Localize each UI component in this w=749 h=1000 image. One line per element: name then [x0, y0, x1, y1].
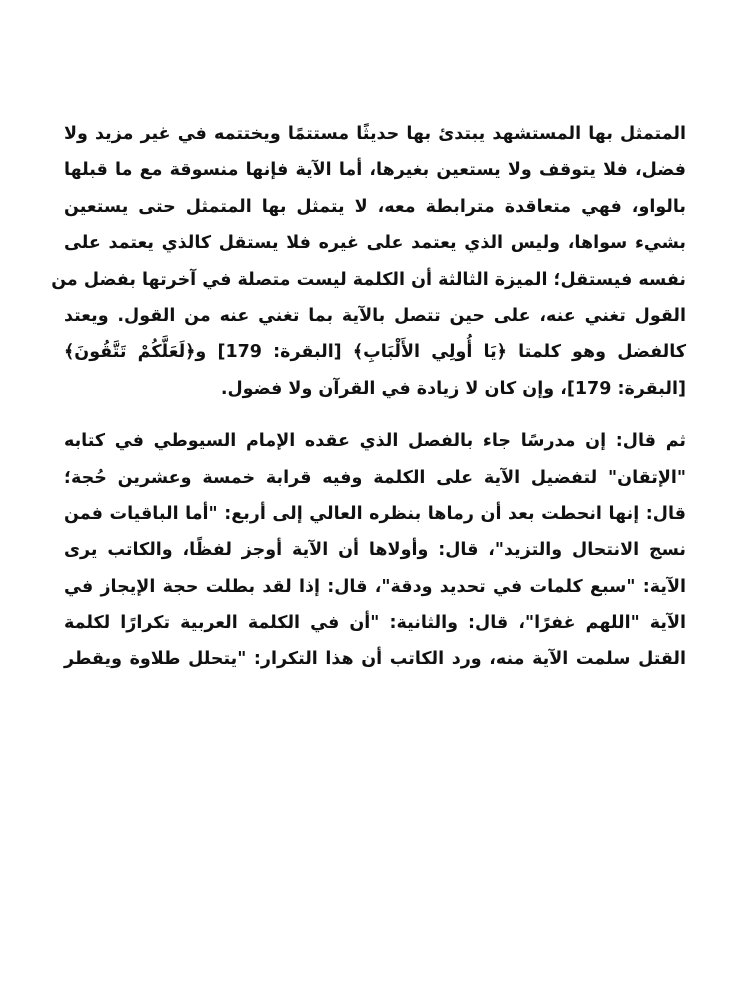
text-line: القول تغني عنه، على حين تتصل بالآية بما تغني عنه من القول. ويعتد — [64, 305, 686, 326]
text-line: نفسه فيستقل؛ الميزة الثالثة أن الكلمة ليست متصلة في آخرتها بفضل من — [51, 269, 686, 290]
text-line: بشيء سواها، وليس الذي يعتمد على غيره فلا يستقل كالذي يعتمد على — [64, 233, 686, 254]
paragraph-1 — [51, 116, 686, 407]
text-line: كالفضل وهو كلمتا ﴿يَا أُولِي الأَلْبَابِ﴾ [البقرة: 179] و﴿لَعَلَّكُمْ تَتَّقُونَ﴾ — [64, 342, 686, 363]
text-line: قال: إنها انحطت بعد أن رماها بنظره العالي إلى أربع: "أما الباقيات فمن — [64, 503, 686, 524]
document-page — [51, 116, 686, 678]
text-line: "الإتقان" لتفضيل الآية على الكلمة وفيه قرابة خمسة وعشرين حُجة؛ — [64, 467, 686, 488]
text-line: القتل سلمت الآية منه، ورد الكاتب أن هذا التكرار: "يتحلل طلاوة ويقطر — [64, 649, 686, 670]
text-line: فضل، فلا يتوقف ولا يستعين بغيرها، أما الآية فإنها منسوقة مع ما قبلها — [64, 160, 686, 181]
text-line: المتمثل بها المستشهد يبتدئ بها حديثًا مستتمًا ويختتمه في غير مزيد ولا — [64, 124, 686, 144]
text-line: بالواو، فهي متعاقدة مترابطة معه، لا يتمثل بها المتمثل حتى يستعين — [64, 196, 686, 217]
text-line: [البقرة: 179]، وإن كان لا زيادة في القرآن ولا فضول. — [220, 378, 686, 399]
text-line: ثم قال: إن مدرسًا جاء بالفصل الذي عقده الإمام السيوطي في كتابه — [64, 431, 686, 452]
text-line: الآية "اللهم غفرًا"، قال: والثانية: "أن في الكلمة العربية تكرارًا لكلمة — [64, 613, 686, 634]
text-line: نسج الانتحال والتزيد"، قال: وأولاها أن الآية أوجز لفظًا، والكاتب يرى — [64, 540, 686, 561]
paragraph-2 — [64, 423, 686, 678]
text-line: الآية: "سبع كلمات في تحديد ودقة"، قال: إذا لقد بطلت حجة الإيجاز في — [64, 576, 686, 597]
